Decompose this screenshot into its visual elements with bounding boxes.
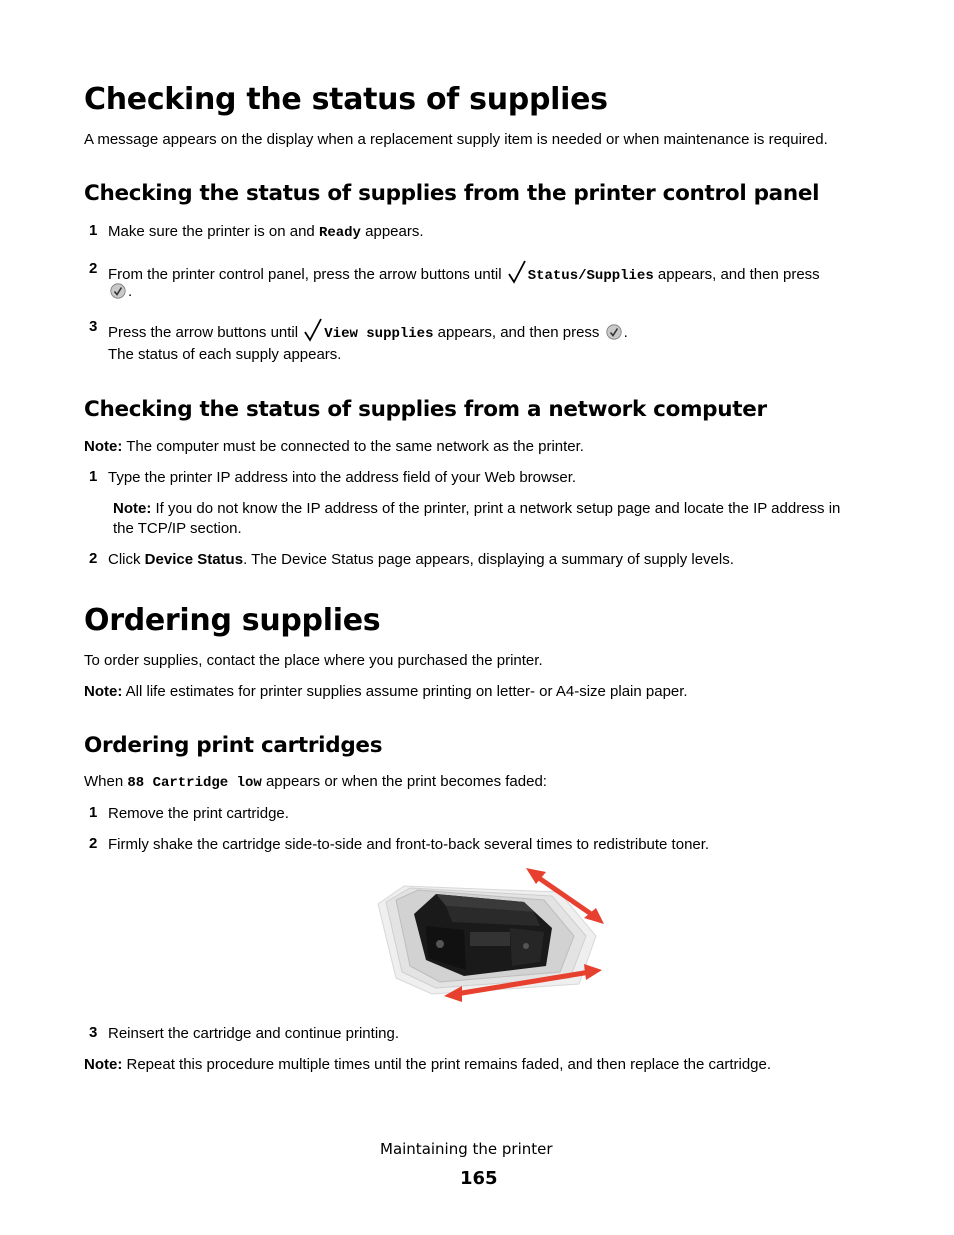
- step-number: 1: [89, 468, 98, 485]
- cartridge-shake-illustration: [374, 866, 606, 1008]
- step-text: From the printer control panel, press the arrow buttons until Status/Supplies appears, and then press: [108, 260, 820, 286]
- step-result: The status of each supply appears.: [108, 346, 342, 363]
- note: Note: The computer must be connected to the same network as the printer.: [84, 438, 584, 455]
- subsection-title-control-panel: Checking the status of supplies from the printer control panel: [84, 181, 820, 206]
- display-message-ready: Ready: [318, 225, 361, 241]
- step-number: 3: [89, 1024, 98, 1041]
- select-button-icon: [606, 324, 622, 340]
- step-note-continued: the TCP/IP section.: [113, 520, 242, 537]
- display-message-view-supplies: View supplies: [324, 326, 434, 342]
- footer-section-name: Maintaining the printer: [380, 1140, 553, 1158]
- display-message-cartridge-low: 88 Cartridge low: [127, 775, 262, 791]
- step-text: Reinsert the cartridge and continue printing.: [108, 1025, 400, 1042]
- step-note: Note: If you do not know the IP address of the printer, print a network setup page and locate the IP address in: [113, 500, 841, 517]
- step-number: 2: [89, 550, 98, 567]
- section-intro: A message appears on the display when a replacement supply item is needed or when maintenance is required.: [84, 131, 828, 148]
- step-text: Make sure the printer is on and Ready appears.: [108, 223, 424, 241]
- subsection-title-print-cartridges: Ordering print cartridges: [84, 733, 383, 758]
- step-text: Remove the print cartridge.: [108, 805, 289, 822]
- step-text: Firmly shake the cartridge side-to-side and front-to-back several times to redistribute toner.: [108, 836, 710, 853]
- select-button-icon: [110, 283, 126, 299]
- step-number: 1: [89, 804, 98, 821]
- section-title-ordering-supplies: Ordering supplies: [84, 603, 381, 638]
- note: Note: Repeat this procedure multiple times until the print remains faded, and then replace the cartridge.: [84, 1056, 772, 1073]
- step-number: 1: [89, 222, 98, 239]
- note: Note: All life estimates for printer supplies assume printing on letter- or A4-size plain paper.: [84, 683, 688, 700]
- step-number: 3: [89, 318, 98, 335]
- step-text: Click Device Status. The Device Status page appears, displaying a summary of supply levels.: [108, 551, 734, 568]
- device-status-label: Device Status: [144, 551, 244, 568]
- step-text-continued: .: [108, 282, 132, 302]
- step-text: Type the printer IP address into the address field of your Web browser.: [108, 469, 577, 486]
- subsection-title-network-computer: Checking the status of supplies from a network computer: [84, 397, 767, 422]
- step-number: 2: [89, 835, 98, 852]
- section-intro: To order supplies, contact the place where you purchased the printer.: [84, 652, 543, 669]
- checkmark-icon: [508, 260, 526, 284]
- checkmark-icon: [304, 318, 322, 342]
- step-text: Press the arrow buttons until View supplies appears, and then press .: [108, 318, 628, 344]
- display-message-status-supplies: Status/Supplies: [527, 268, 654, 284]
- section-title-checking-status: Checking the status of supplies: [84, 82, 608, 117]
- page-number: 165: [460, 1168, 498, 1189]
- step-number: 2: [89, 260, 98, 277]
- when-text: When 88 Cartridge low appears or when the print becomes faded:: [84, 773, 547, 791]
